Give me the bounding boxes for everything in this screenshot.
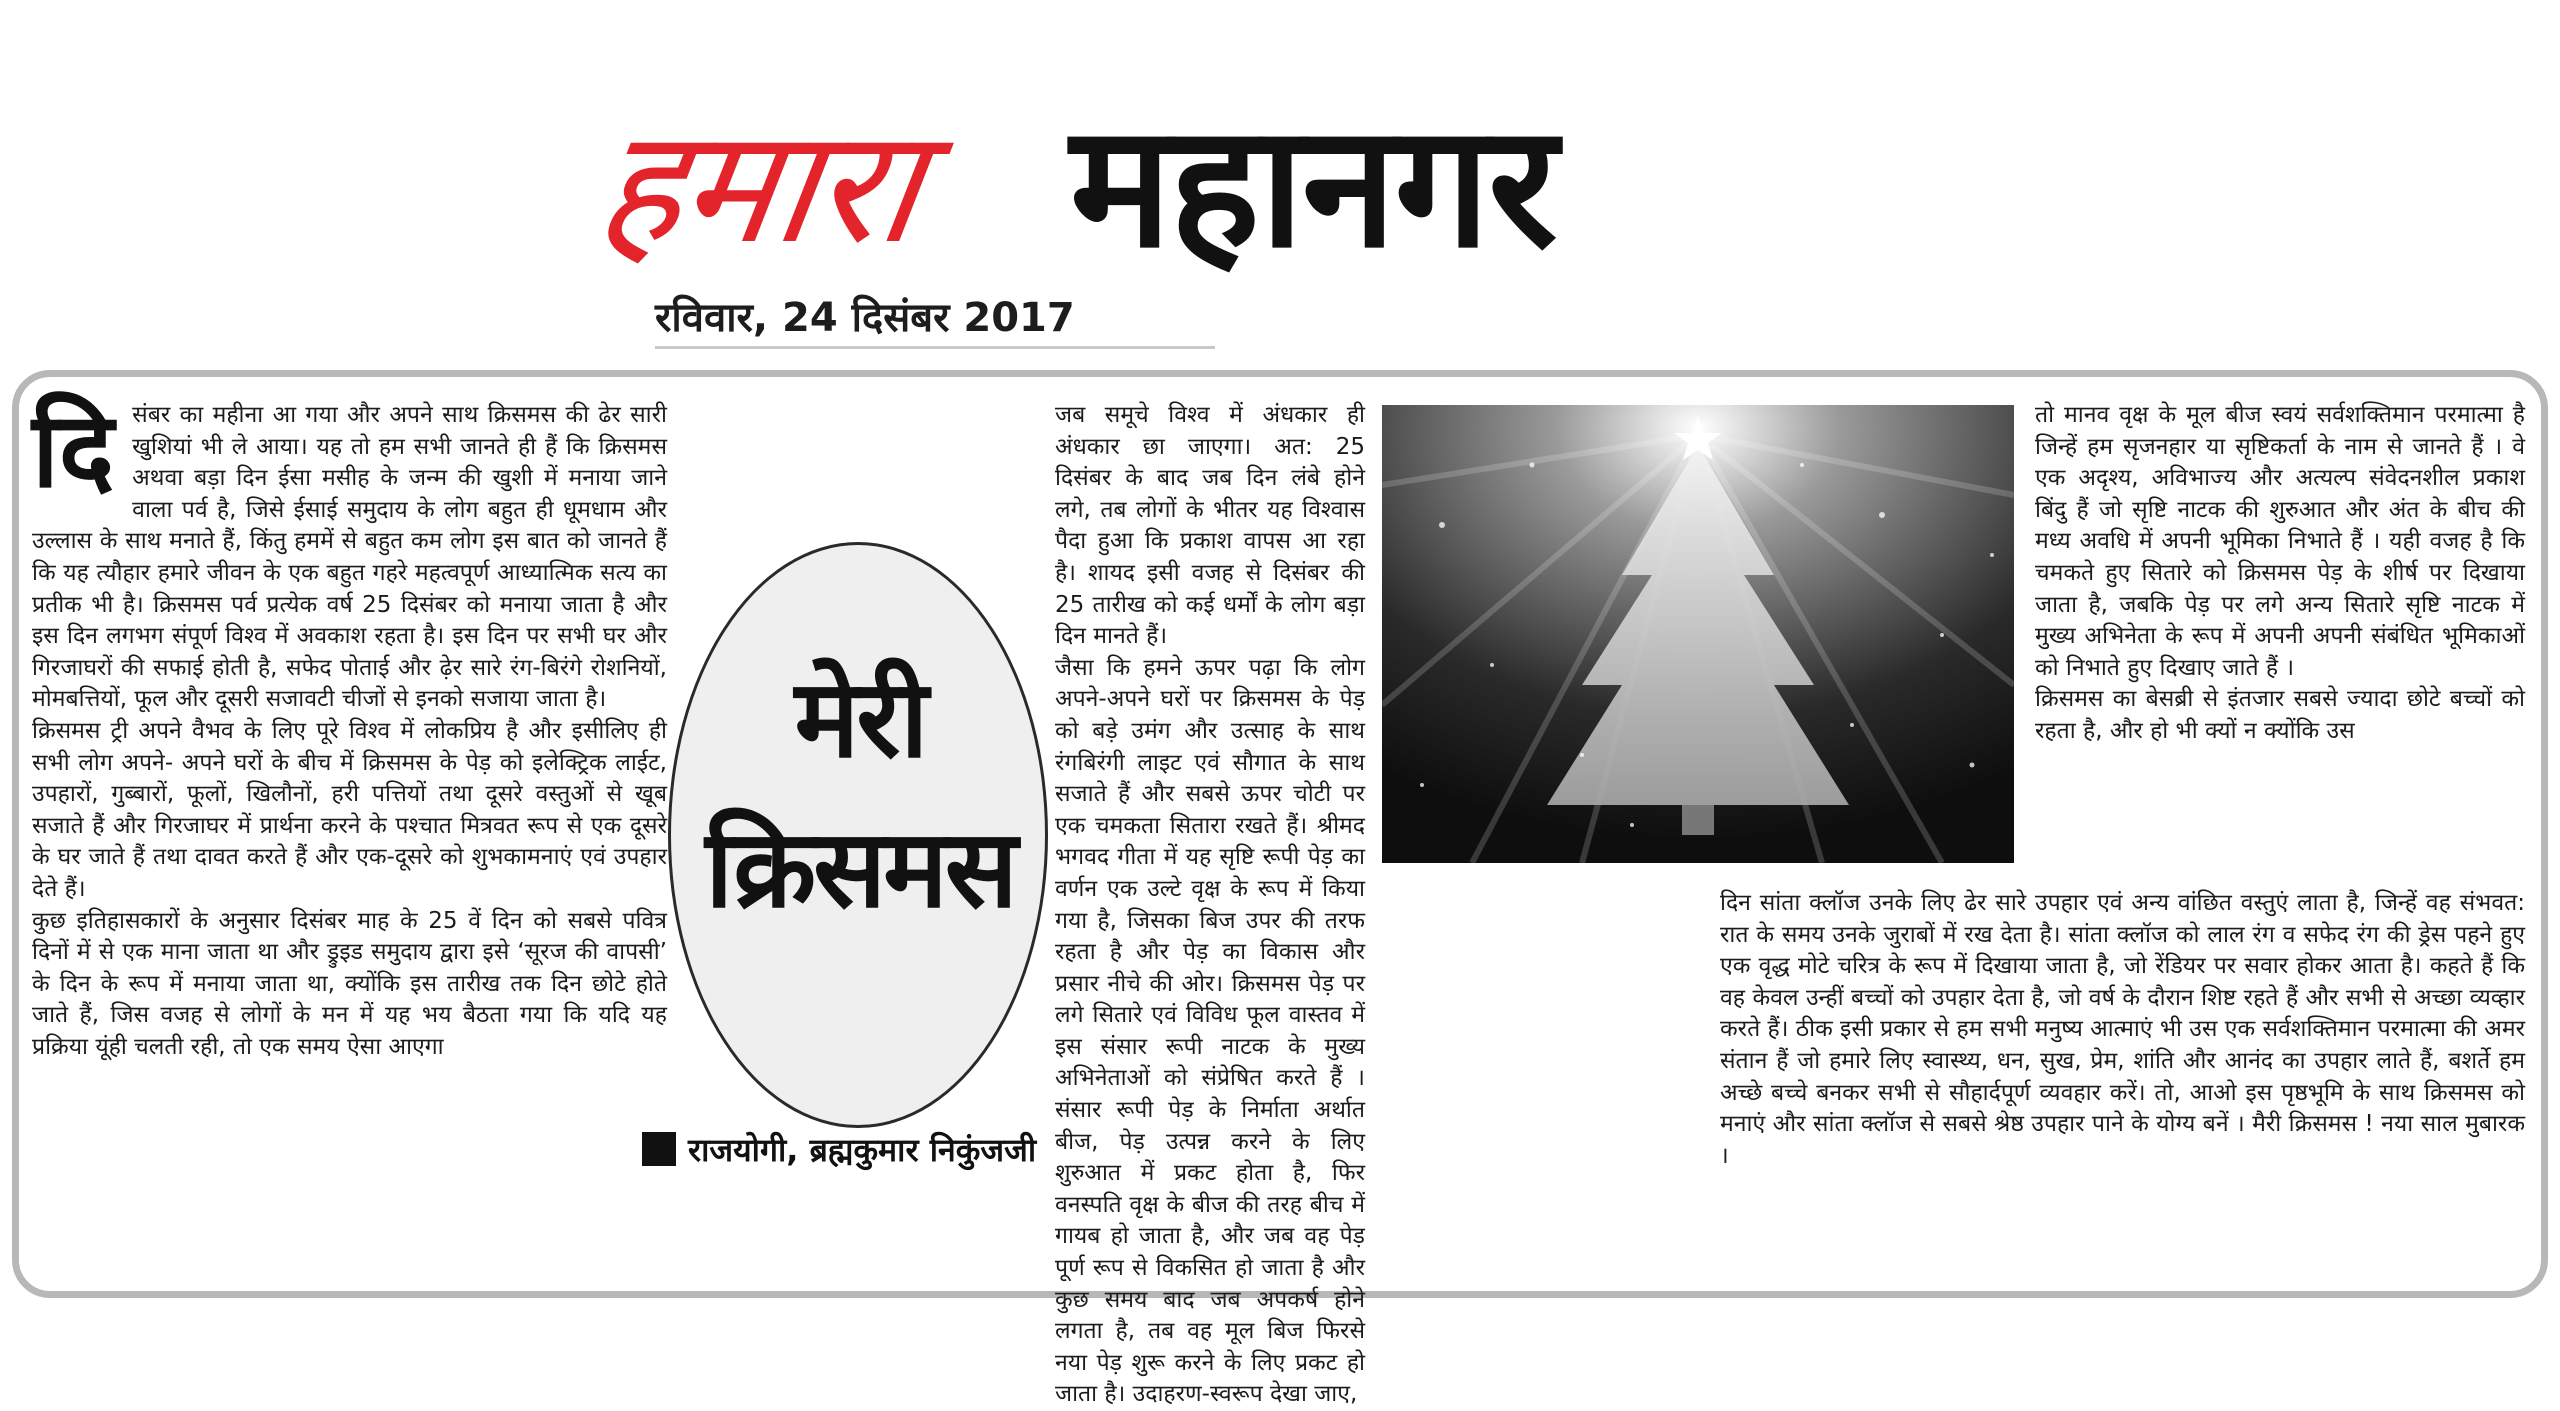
masthead-red-word: हमारा bbox=[587, 95, 932, 279]
christmas-tree-photo bbox=[1382, 405, 2014, 863]
paragraph: क्रिसमस का बेसब्री से इंतजार सबसे ज्यादा छोटे बच्चों को रहता है, और हो भी क्यों न क्योंकि उस bbox=[2035, 686, 2525, 744]
byline bbox=[642, 1128, 1036, 1172]
paragraph: कुछ इतिहासकारों के अनुसार दिसंबर माह के 25 वें दिन को सबसे पवित्र दिनों में से एक माना जाता था और ड्रुइड समुदाय द्वारा इसे ‘सूरज की वापसी’ के दिन के रूप में मनाया जाता था, क्योंकि इस तारीख तक दिन छोटे होते जाते हैं, जिस वजह से लोगों के मन में यह भय बैठता गया कि यदि यह प्रक्रिया यूंही चलती रही, तो एक समय ऐसा आएगा bbox=[32, 907, 667, 1060]
article-title: मेरी क्रिसमस bbox=[705, 657, 1015, 932]
masthead-black-word: महानगर bbox=[1070, 88, 1556, 286]
paragraph: दिन सांता क्लॉज उनके लिए ढेर सारे उपहार एवं अन्य वांछित वस्तुएं लाता है, जिन्हें वह संभवत: रात के समय उनके जुराबों में रख देता है। सांता क्लॉज को लाल रंग व सफेद रंग की ड्रेस पहने हुए एक वृद्ध मोटे चरित्र के रूप में दिखाया जाता है, जो रेंडियर पर सवार होकर आता है। कहते हैं कि वह केवल उन्हीं बच्चों को उपहार देता है, जो वर्ष के दौरान शिष्ट रहते हैं और सभी से अच्छा व्यव्हार करते हैं। ठीक इसी प्रकार से हम सभी मनुष्य आत्माएं भी उस एक सर्वशक्तिमान परमात्मा की अमर संतान हैं जो हमारे लिए स्वास्थ्य, धन, सुख, प्रेम, शांति और आनंद का उपहार लाते हैं, बशर्ते हम अच्छे बच्चे बनकर सभी से सौहार्दपूर्ण व्यवहार करें। तो, आओ इस पृष्ठभूमि के साथ क्रिसमस को मनाएं और सांता क्लॉज से सबसे श्रेष्ठ उपहार पाने के योग्य बनें । मैरी क्रिसमस ! नया साल मुबारक । bbox=[1720, 890, 2525, 1169]
byline-square-icon bbox=[642, 1132, 676, 1166]
article-column-4 bbox=[1720, 888, 2525, 1270]
paragraph: जैसा कि हमने ऊपर पढ़ा कि लोग अपने-अपने घरों पर क्रिसमस के पेड़ को बड़े उमंग और उत्साह के साथ रंगबिरंगी लाइट एवं सौगात के साथ सजाते हैं और सबसे ऊपर चोटी पर एक चमकता सितारा रखते हैं। श्रीमद भगवद गीता में यह सृष्टि रूपी पेड़ का वर्णन एक उल्टे वृक्ष के रूप में किया गया है, जिसका बिज उपर की तरफ रहता है और पेड़ का विकास और प्रसार नीचे की ओर। क्रिसमस पेड़ पर लगे सितारे एवं विविध फूल वास्तव में इस संसार रूपी नाटक के मुख्य अभिनेताओं को संप्रेषित करते हैं । संसार रूपी पेड़ के निर्माता अर्थात बीज, पेड़ उत्पन्न करने के लिए शुरुआत में प्रकट होता है, फिर वनस्पति वृक्ष के बीज की तरह बीच में गायब हो जाता है, और जब वह पेड़ पूर्ण रूप से विकसित हो जाता है और कुछ समय बाद जब अपकर्ष होने लगता है, तब वह मूल बिज फिरसे नया पेड़ शुरू करने के लिए प्रकट हो जाता है। उदाहरण-स्वरूप देखा जाए, bbox=[1055, 654, 1365, 1408]
dateline: रविवार, 24 दिसंबर 2017 bbox=[655, 295, 1075, 341]
article-column-1 bbox=[32, 389, 667, 1270]
masthead bbox=[587, 88, 2000, 286]
article-column-3 bbox=[2035, 400, 2525, 885]
paragraph: संबर का महीना आ गया और अपने साथ क्रिसमस की ढेर सारी खुशियां भी ले आया। यह तो हम सभी जानते ही हैं कि क्रिसमस अथवा बड़ा दिन ईसा मसीह के जन्म की खुशी में मनाया जाने वाला पर्व है, जिसे ईसाई समुदाय के लोग बहुत ही धूमधाम और उल्लास के साथ मनाते हैं, किंतु हममें से बहुत कम लोग इस बात को जानते हैं कि यह त्यौहार हमारे जीवन के एक बहुत गहरे महत्वपूर्ण आध्यात्मिक सत्य का प्रतीक भी है। क्रिसमस पर्व प्रत्येक वर्ष 25 दिसंबर को मनाया जाता है और इस दिन लगभग संपूर्ण विश्व में अवकाश रहता है। इस दिन पर सभी घर और गिरजाघरों की सफाई होती है, सफेद पोताई और ढ़ेर सारे रंग-बिरंगे रोशनियों, मोमबत्तियों, फूल और दूसरी सजावटी चीजों से इनको सजाया जाता है। bbox=[32, 402, 667, 713]
article-column-2 bbox=[1055, 400, 1365, 1408]
byline-text: राजयोगी, ब्रह्मकुमार निकुंजजी bbox=[688, 1131, 1037, 1169]
paragraph: तो मानव वृक्ष के मूल बीज स्वयं सर्वशक्तिमान परमात्मा है जिन्हें हम सृजनहार या सृष्टिकर्ता के नाम से जानते हैं । वे एक अदृश्य, अविभाज्य और अत्यल्प संवेदनशील प्रकाश बिंदु हैं जो सृष्टि नाटक की शुरुआत और अंत के बीच की मध्य अवधि में अपनी भूमिका निभाते हैं । यही वजह है कि चमकते हुए सितारे को क्रिसमस पेड़ के शीर्ष पर दिखाया जाता है, जबकि पेड़ पर लगे अन्य सितारे सृष्टि नाटक में मुख्य अभिनेता के रूप में अपनी अपनी संबंधित भूमिकाओं को निभाते हुए दिखाए जाते हैं । bbox=[2035, 402, 2525, 681]
drop-cap: दि bbox=[32, 389, 115, 511]
paragraph: जब समूचे विश्व में अंधकार ही अंधकार छा जाएगा। अत: 25 दिसंबर के बाद जब दिन लंबे होने लगे, तब लोगों के भीतर यह विश्वास पैदा हुआ कि प्रकाश वापस आ रहा है। शायद इसी वजह से दिसंबर की 25 तारीख को कई धर्मों के लोग बड़ा दिन मानते हैं। bbox=[1055, 402, 1365, 650]
dateline-rule bbox=[655, 346, 1215, 349]
paragraph: क्रिसमस ट्री अपने वैभव के लिए पूरे विश्व में लोकप्रिय है और इसीलिए ही सभी लोग अपने- अपने घरों के बीच में क्रिसमस के पेड़ को इलेक्ट्रिक लाईट, उपहारों, गुब्बारों, फूलों, खिलौनों, हरी पत्तियों तथा दूसरे वस्तुओं से खूब सजाते हैं और गिरजाघर में प्रार्थना करने के पश्चात मित्रवत रूप से एक दूसरे के घर जाते हैं तथा दावत करते हैं और एक-दूसरे को शुभकामनाएं एवं उपहार देते हैं। bbox=[32, 717, 667, 902]
